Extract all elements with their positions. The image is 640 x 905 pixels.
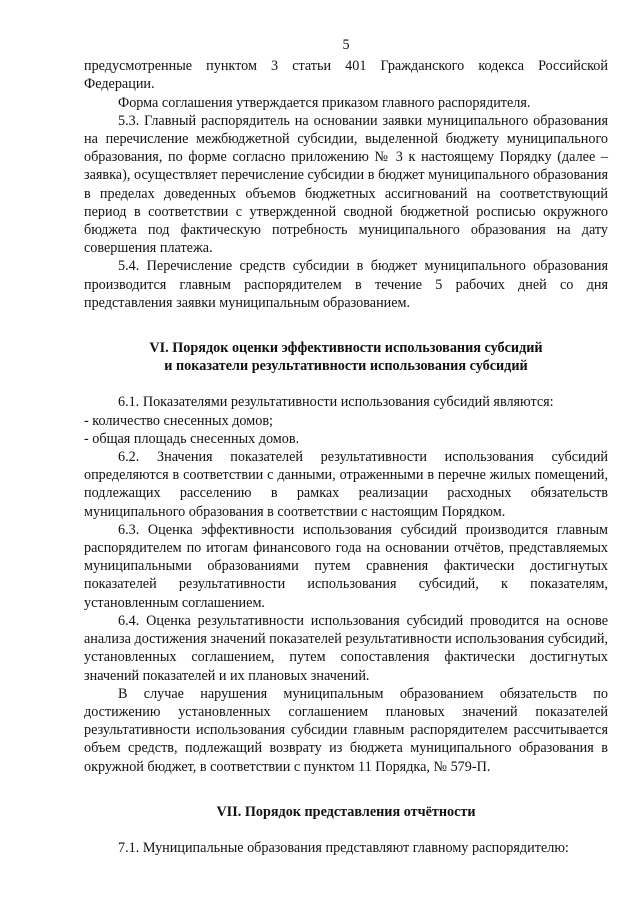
paragraph-continuation: предусмотренные пунктом 3 статьи 401 Гражданского кодекса Российской Федерации.	[84, 58, 608, 93]
paragraph-6-1: 6.1. Показателями результативности использования субсидий являются:	[118, 394, 554, 411]
section-spacer	[84, 776, 608, 803]
paragraph-5-4: 5.4. Перечисление средств субсидии в бюджет муниципального образования производится главным распорядителем в течение 5 рабочих дней со дня представления заявки муниципальным образованием.	[84, 258, 608, 311]
paragraph-6-4: 6.4. Оценка результативности использования субсидий проводится на основе анализа достижения значений показателей результативности использования субсидий, установленных соглашением, путем сопоставления фактически достигнутых значений показателей и их плановых значений.	[84, 612, 608, 684]
section-6-title-line-1: VI. Порядок оценки эффективности использования субсидий	[149, 340, 543, 357]
heading-spacer	[84, 821, 608, 839]
paragraph-7-1: 7.1. Муниципальные образования представляют главному распорядителю:	[118, 839, 569, 856]
paragraph-agreement-form: Форма соглашения утверждается приказом главного распорядителя.	[118, 94, 531, 111]
paragraph-6-2: 6.2. Значения показателей результативности использования субсидий определяются в соответствии с данными, отраженными в перечне жилых помещений, подлежащих расселению в рамках реализации расходных обязательств муниципального образования в соответствии с настоящим Порядком.	[84, 449, 608, 520]
section-6-title-line-2: и показатели результативности использования субсидий	[164, 358, 528, 375]
list-item: - количество снесенных домов;	[84, 412, 273, 429]
section-6-heading	[84, 339, 608, 375]
list-item: - общая площадь снесенных домов.	[84, 430, 300, 447]
paragraph-5-3: 5.3. Главный распорядитель на основании заявки муниципального образования на перечисление межбюджетной субсидии, выделенной бюджету муниципального образования, по форме согласно приложению № 3 к настоящему Порядку (далее – заявка), осуществляет перечисление субсидии в бюджет муниципального образования в пределах доведенных объемов бюджетных ассигнований на соответствующий период в соответствии с утвержденной сводной бюджетной росписью окружного бюджета под фактическую потребность муниципального образования на дату совершения платежа.	[84, 112, 608, 257]
section-spacer	[84, 312, 608, 339]
paragraph-6-violation: В случае нарушения муниципальным образованием обязательств по достижению установленных соглашением плановых значений показателей результативности использования субсидии главным распорядителем рассчитывается объем средств, подлежащий возврату из бюджета муниципального образования в окружной бюджет, в соответствии с пунктом 11 Порядка, № 579-П.	[84, 685, 608, 775]
section-7-heading: VII. Порядок представления отчётности	[216, 803, 476, 820]
page-number: 5	[342, 37, 350, 53]
heading-spacer	[84, 375, 608, 393]
document-body	[84, 36, 608, 857]
paragraph-6-3: 6.3. Оценка эффективности использования субсидий производится главным распорядителем по итогам финансового года на основании отчётов, представляемых муниципальными образованиями путем сравнения фактически достигнутых показателей результативности использования субсидий, к показателям, установленным соглашением.	[84, 521, 608, 611]
